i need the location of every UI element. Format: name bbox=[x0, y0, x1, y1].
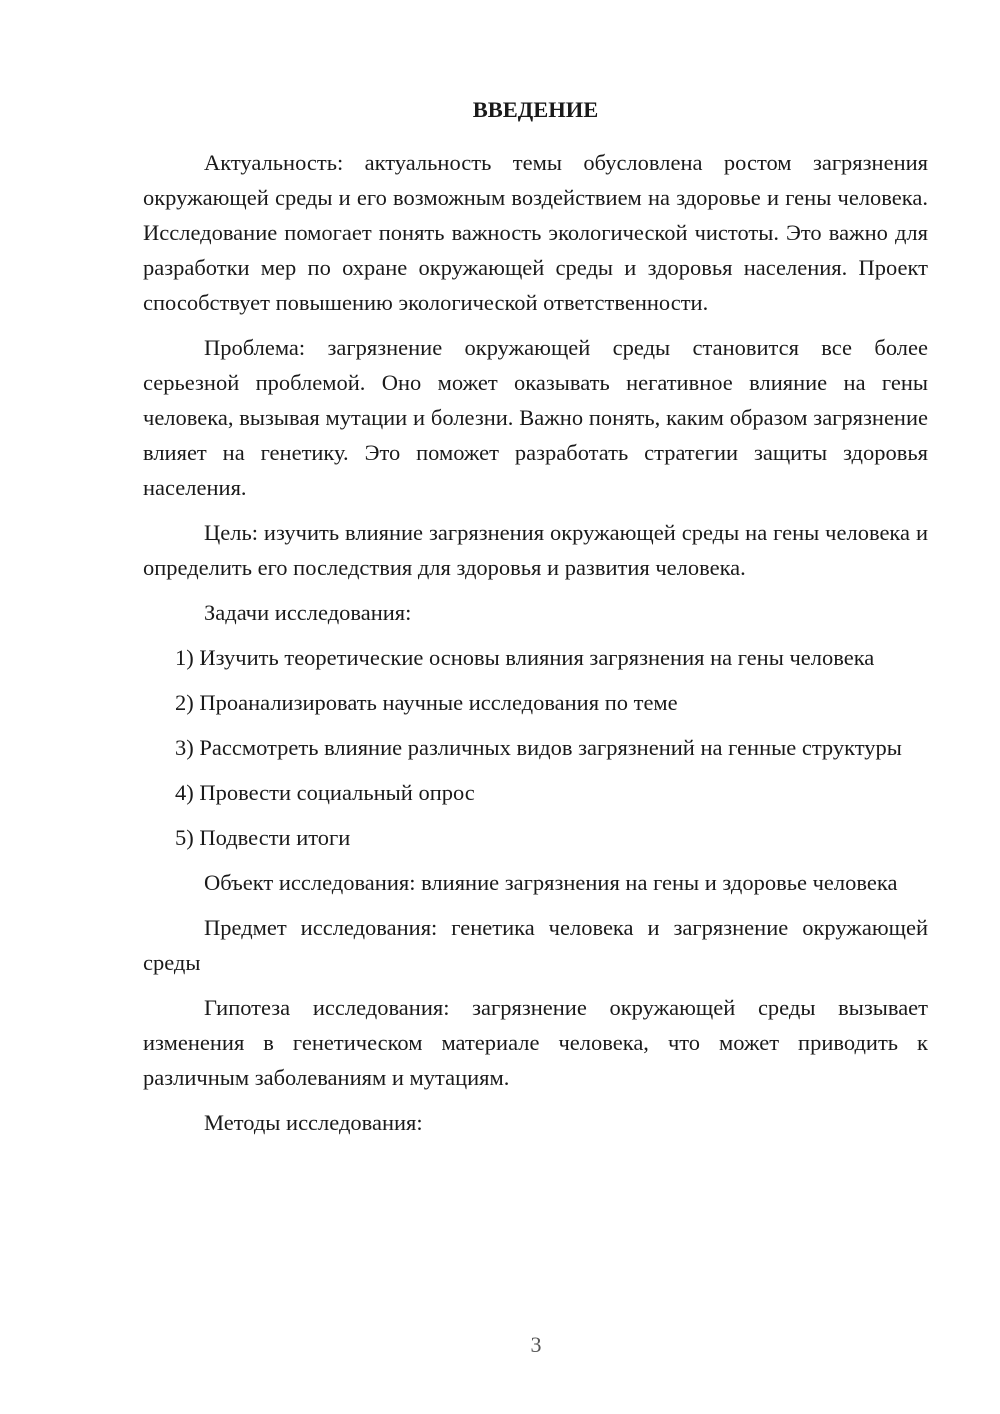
task-item-4: 4) Провести социальный опрос bbox=[175, 780, 475, 805]
relevance-paragraph: Актуальность: актуальность темы обусловлена ростом загрязнения окружающей среды и его возможным воздействием на здоровье и гены человека. Исследование помогает понять важность экологической чистоты. Это важно для разработки мер по охране окружающей среды и здоровья населения. Проект способствует повышению экологической ответственности. bbox=[143, 150, 928, 315]
tasks-title: Задачи исследования: bbox=[204, 600, 412, 625]
problem-paragraph: Проблема: загрязнение окружающей среды становится все более серьезной проблемой. Оно может оказывать негативное влияние на гены человека, вызывая мутации и болезни. Важно понять, каким образом загрязнение влияет на генетику. Это поможет разработать стратегии защиты здоровья населения. bbox=[143, 335, 928, 500]
subject-paragraph: Предмет исследования: генетика человека и загрязнение окружающей среды bbox=[143, 915, 928, 975]
methods-title: Методы исследования: bbox=[204, 1110, 423, 1135]
goal-paragraph: Цель: изучить влияние загрязнения окружающей среды на гены человека и определить его последствия для здоровья и развития человека. bbox=[143, 520, 928, 580]
section-heading: ВВЕДЕНИЕ bbox=[472, 97, 599, 122]
task-item-1: 1) Изучить теоретические основы влияния загрязнения на гены человека bbox=[175, 645, 875, 670]
object-paragraph: Объект исследования: влияние загрязнения на гены и здоровье человека bbox=[204, 870, 898, 895]
task-item-5: 5) Подвести итоги bbox=[175, 825, 351, 850]
hypothesis-paragraph: Гипотеза исследования: загрязнение окружающей среды вызывает изменения в генетическом материале человека, что может приводить к различным заболеваниям и мутациям. bbox=[143, 995, 928, 1090]
task-item-3: 3) Рассмотреть влияние различных видов загрязнений на генные структуры bbox=[175, 735, 902, 760]
task-item-2: 2) Проанализировать научные исследования по теме bbox=[175, 690, 678, 715]
page-number: 3 bbox=[530, 1332, 542, 1357]
document-page bbox=[143, 92, 928, 1150]
